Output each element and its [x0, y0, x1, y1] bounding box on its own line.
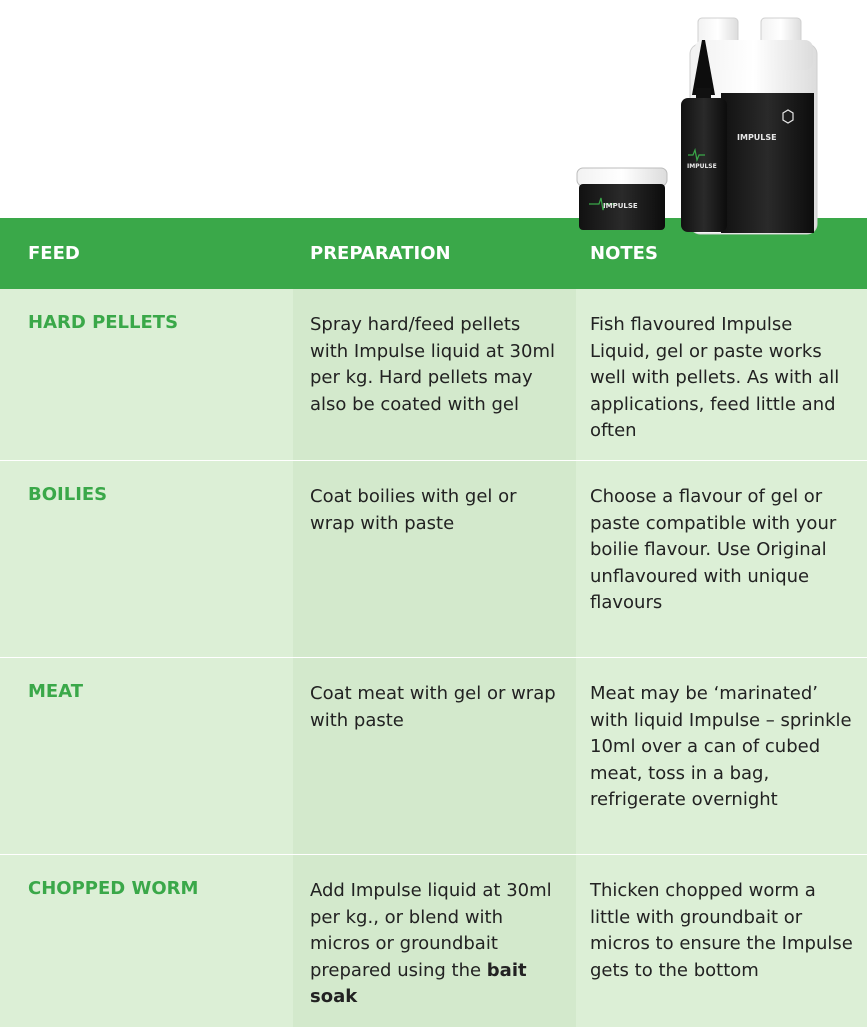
notes-text: Fish flavoured Impulse Liquid, gel or paste works well with pellets. As with all applications, feed little and often	[590, 314, 840, 441]
table-row	[0, 855, 867, 1027]
jug-brand-text: IMPULSE	[737, 133, 777, 142]
bait-soak-emphasis: bait soak	[310, 959, 527, 1007]
tub-brand-text: IMPULSE	[603, 202, 638, 210]
table-row	[0, 658, 867, 855]
notes-text: Choose a flavour of gel or paste compatible with your boilie flavour. Use Original unflavoured with unique flavours	[590, 486, 837, 613]
preparation-text: Spray hard/feed pellets with Impulse liquid at 30ml per kg. Hard pellets may also be coated with gel	[310, 314, 555, 415]
table-row	[0, 289, 867, 461]
feed-table	[0, 218, 867, 1027]
feed-name: CHOPPED WORM	[28, 878, 199, 899]
preparation-text-part: Add Impulse liquid at 30ml per kg., or blend with micros or groundbait prepared using the	[310, 880, 552, 981]
feed-name: BOILIES	[28, 484, 108, 505]
dropper-brand-text: IMPULSE	[687, 163, 717, 170]
table-row	[0, 461, 867, 658]
preparation-text: Coat meat with gel or wrap with paste	[310, 683, 556, 731]
feed-name: HARD PELLETS	[28, 312, 179, 333]
header-notes: NOTES	[590, 243, 658, 264]
preparation-text: Coat boilies with gel or wrap with paste	[310, 486, 517, 534]
header-feed: FEED	[28, 243, 80, 264]
tub-icon	[577, 168, 667, 230]
product-image-group	[555, 0, 867, 240]
preparation-text	[310, 878, 560, 1011]
notes-text: Meat may be ‘marinated’ with liquid Impulse – sprinkle 10ml over a can of cubed meat, toss in a bag, refrigerate overnight	[590, 683, 852, 810]
header-preparation: PREPARATION	[310, 243, 451, 264]
feed-name: MEAT	[28, 681, 84, 702]
notes-text: Thicken chopped worm a little with groundbait or micros to ensure the Impulse gets to the bottom	[590, 880, 853, 981]
